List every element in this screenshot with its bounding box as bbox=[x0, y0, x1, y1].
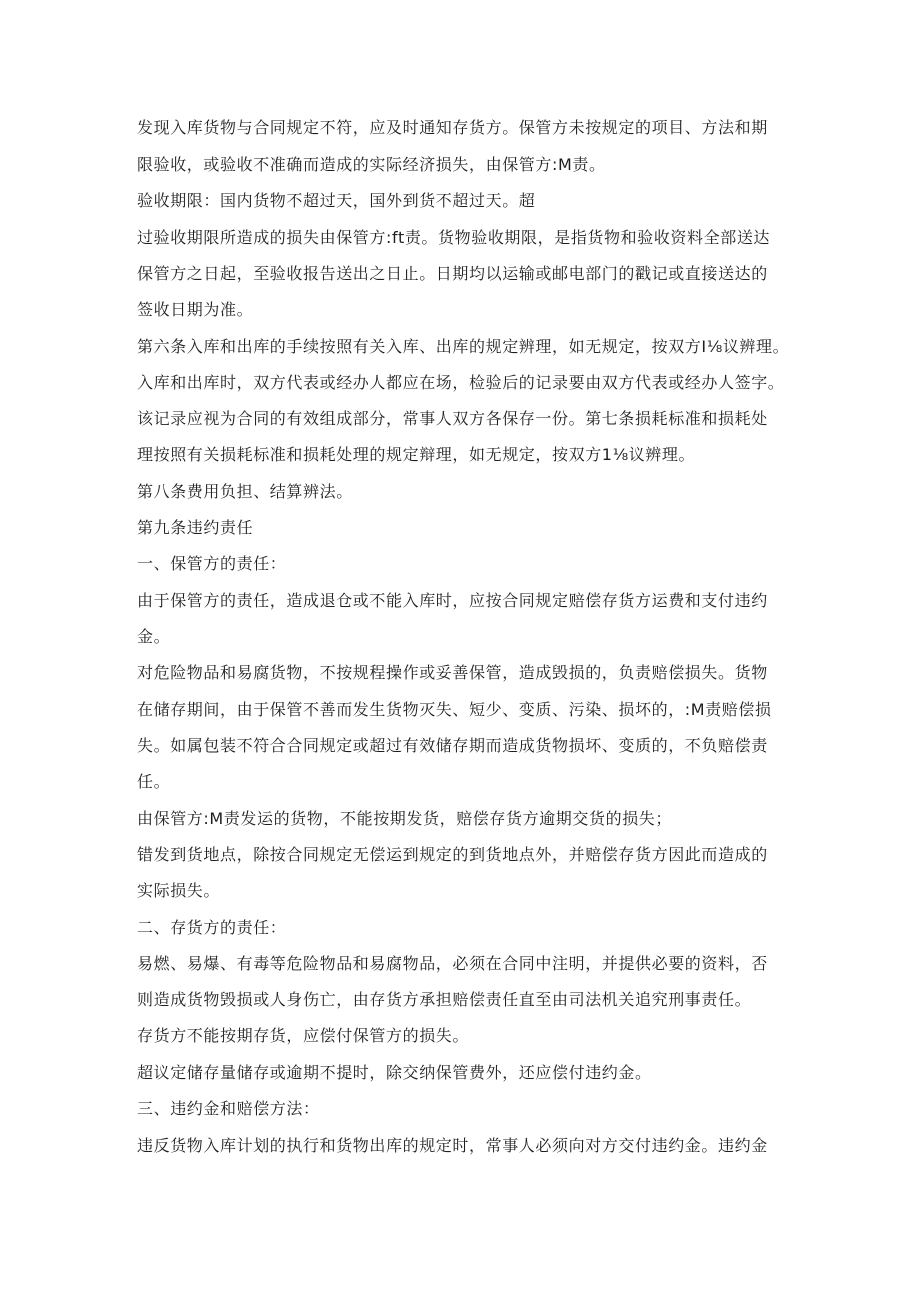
text-line: 第八条费用负担、结算辨法。 bbox=[137, 482, 353, 501]
text-line: 任。 bbox=[137, 772, 171, 791]
text-line: 过验收期限所造成的损失由保管方:ft责。货物验收期限，是指货物和验收资料全部送达 bbox=[137, 228, 771, 247]
text-line: 存货方不能按期存货，应偿付保管方的损失。 bbox=[137, 1026, 470, 1045]
text-line: 第六条入库和出库的手续按照有关入库、出库的规定辨理，如无规定，按双方I⅛议辨理。 bbox=[137, 337, 790, 356]
text-line: 理按照有关损耗标准和损耗处理的规定辩理，如无规定，按双方1⅛议辨理。 bbox=[137, 445, 696, 464]
text-line: 超议定储存量储存或逾期不提时，除交纳保管费外，还应偿付违约金。 bbox=[137, 1063, 652, 1082]
text-line: 入库和出库时，双方代表或经办人都应在场，检验后的记录要由双方代表或经办人签字。 bbox=[137, 373, 785, 392]
text-line: 则造成货物毁损或人身伤亡，由存货方承担赔偿责任直至由司法机关追究刑事责任。 bbox=[137, 990, 752, 1009]
text-line: 二、存货方的责任： bbox=[137, 918, 287, 937]
text-line: 在储存期间，由于保管不善而发生货物灭失、短少、变质、污染、损坏的，:M责赔偿损 bbox=[137, 700, 772, 719]
text-line: 三、违约金和赔偿方法： bbox=[137, 1099, 320, 1118]
text-line: 第九条违约责任 bbox=[137, 518, 254, 537]
text-line: 签收日期为准。 bbox=[137, 300, 254, 319]
text-line: 限验收，或验收不准确而造成的实际经济损失，由保管方:M责。 bbox=[137, 155, 606, 174]
text-line: 易燃、易爆、有毒等危险物品和易腐物品，必须在合同中注明，并提供必要的资料，否 bbox=[137, 954, 768, 973]
text-line: 发现入库货物与合同规定不符，应及时通知存货方。保管方未按规定的项目、方法和期 bbox=[137, 118, 768, 137]
text-line: 违反货物入库计划的执行和货物出库的规定时，常事人必须向对方交付违约金。违约金 bbox=[137, 1136, 768, 1155]
text-line: 失。如属包装不符合合同规定或超过有效储存期而造成货物损坏、变质的，不负赔偿责 bbox=[137, 736, 768, 755]
text-line: 由保管方:M责发运的货物，不能按期发货，赔偿存货方逾期交货的损失； bbox=[137, 809, 672, 828]
text-line: 验收期限：国内货物不超过天，国外到货不超过天。超 bbox=[137, 191, 536, 210]
text-line: 该记录应视为合同的有效组成部分，常事人双方各保存一份。第七条损耗标准和损耗处 bbox=[137, 409, 768, 428]
text-line: 对危险物品和易腐货物，不按规程操作或妥善保管，造成毁损的，负责赔偿损失。货物 bbox=[137, 663, 768, 682]
text-line: 一、保管方的责任： bbox=[137, 554, 287, 573]
text-line: 由于保管方的责任，造成退仓或不能入库时，应按合同规定赔偿存货方运费和支付违约 bbox=[137, 591, 768, 610]
text-line: 保管方之日起，至验收报告送出之日止。日期均以运输或邮电部门的戳记或直接送达的 bbox=[137, 264, 768, 283]
text-line: 实际损失。 bbox=[137, 881, 221, 900]
text-line: 金。 bbox=[137, 627, 171, 646]
text-line: 错发到货地点，除按合同规定无偿运到规定的到货地点外，并赔偿存货方因此而造成的 bbox=[137, 845, 768, 864]
